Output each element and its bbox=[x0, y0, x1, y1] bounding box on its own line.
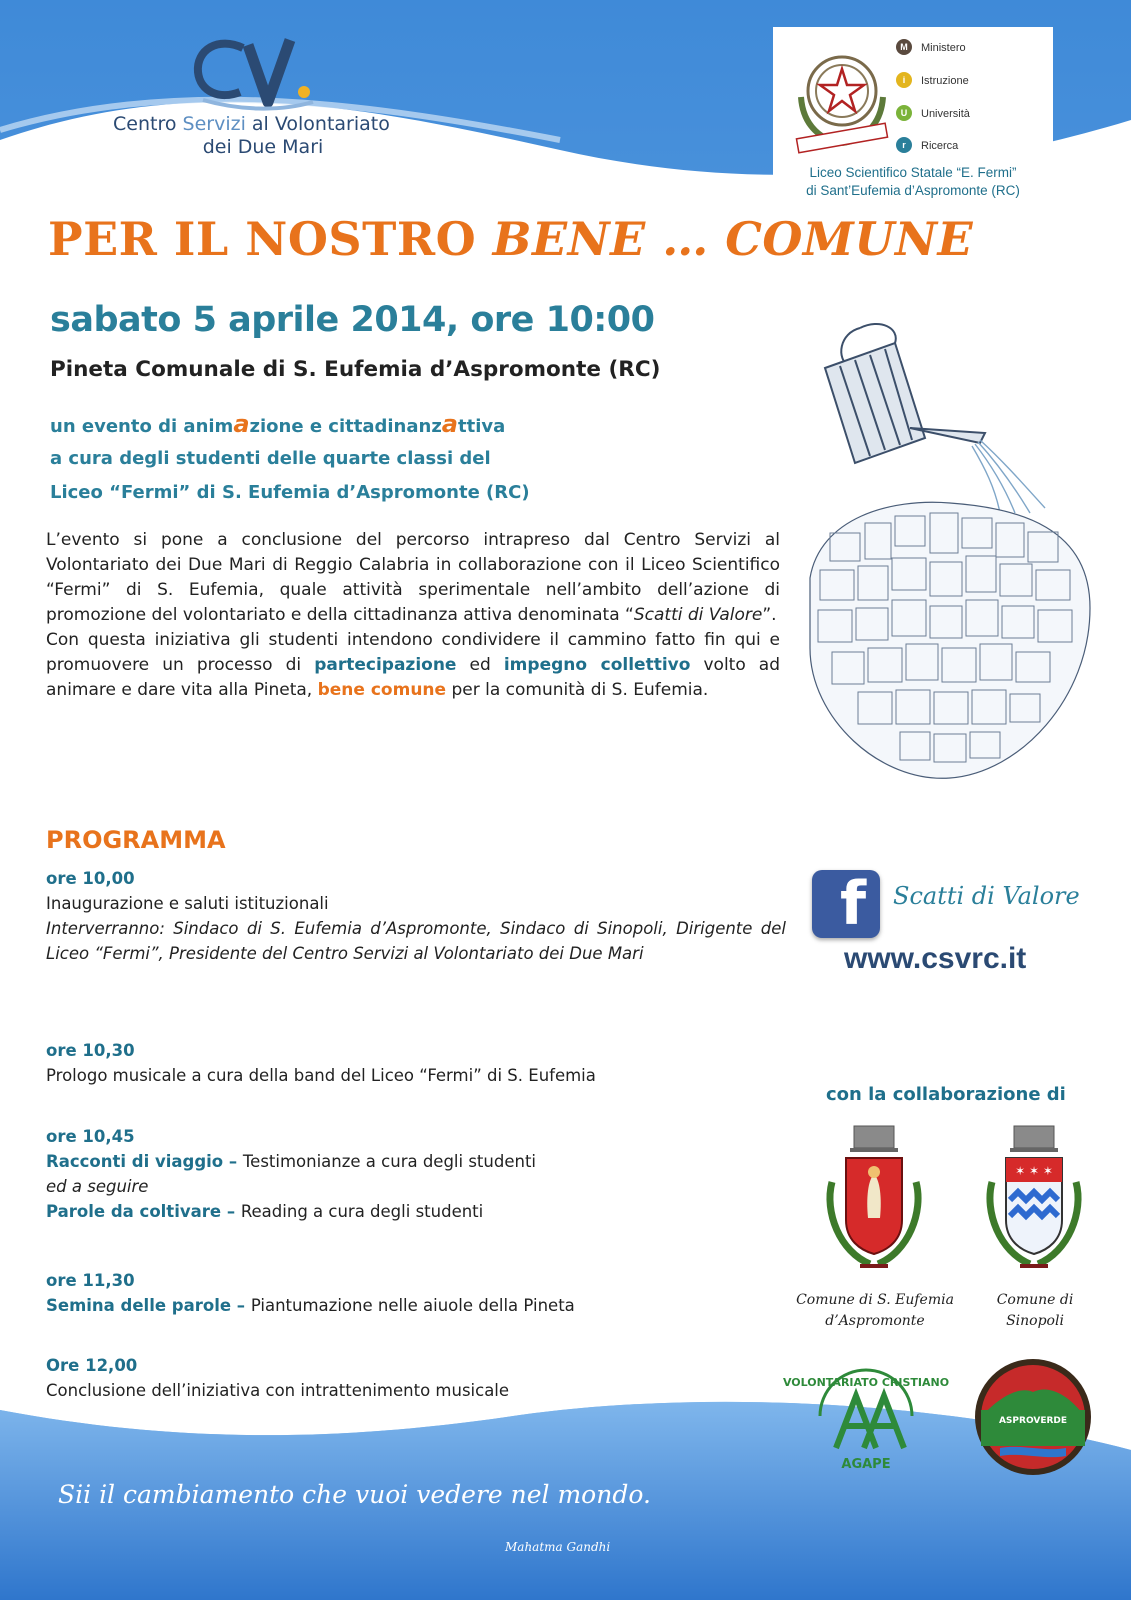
watering-can-city-illustration bbox=[800, 318, 1100, 793]
ministry-letter-icon: r bbox=[896, 137, 912, 153]
subtitle-line1: un evento di animazione e cittadinanzattiva bbox=[50, 410, 506, 438]
asproverde-logo bbox=[970, 1356, 1096, 1478]
program-item: Ore 12,00 Conclusione dell’iniziativa con intrattenimento musicale bbox=[46, 1353, 786, 1403]
description-paragraph: L’evento si pone a conclusione del percorso intrapreso dal Centro Servizi al Volontariato dei Due Mari di Reggio Calabria in collaborazione con il Liceo Scientifico “Fermi” di S. Eufemia, quale attività sperimentale nell’ambito dell’azione di promozione del volontariato e della cittadinanza attiva denominata “Scatti di Valore”. bbox=[46, 530, 780, 625]
program-time: ore 11,30 bbox=[46, 1271, 135, 1290]
program-time: ore 10,00 bbox=[46, 869, 135, 888]
quote-author: Mahatma Gandhi bbox=[505, 1540, 611, 1554]
ministry-item: M Ministero bbox=[921, 42, 966, 54]
collaboration-title: con la collaborazione di bbox=[826, 1084, 1066, 1105]
program-item: ore 10,45 Racconti di viaggio – Testimonianze a cura degli studenti ed a seguire Parole da coltivare – Reading a cura degli studenti bbox=[46, 1124, 786, 1224]
ministry-item: U Università bbox=[921, 108, 970, 120]
ministry-letter-icon: M bbox=[896, 39, 912, 55]
ministry-item: r Ricerca bbox=[921, 140, 958, 152]
subtitle-line2: a cura degli studenti delle quarte classi del bbox=[50, 448, 491, 469]
facebook-icon[interactable]: f bbox=[812, 870, 880, 938]
ministry-letter-icon: U bbox=[896, 105, 912, 121]
eufemia-crest-icon bbox=[810, 1122, 938, 1282]
footer-quote: Sii il cambiamento che vuoi vedere nel mondo. bbox=[58, 1480, 651, 1509]
website-link[interactable]: www.csvrc.it bbox=[844, 942, 1027, 975]
program-item: ore 11,30 Semina delle parole – Piantumazione nelle aiuole della Pineta bbox=[46, 1268, 786, 1318]
program-item: ore 10,00 Inaugurazione e saluti istituzionali Interverranno: Sindaco di S. Eufemia d’Aspromonte, Sindaco di Sinopoli, Dirigente del Liceo “Fermi”, Presidente del Centro Servizi al Volontariato dei Due Mari bbox=[46, 866, 786, 966]
program-time: ore 10,30 bbox=[46, 1041, 135, 1060]
program-title: PROGRAMMA bbox=[46, 826, 226, 854]
sinopoli-crest-icon bbox=[970, 1122, 1098, 1282]
subtitle-line3: Liceo “Fermi” di S. Eufemia d’Aspromonte (RC) bbox=[50, 482, 530, 503]
poster-title: PER IL NOSTRO BENE … COMUNE bbox=[48, 212, 974, 266]
agape-arc-text: VOLONTARIATO CRISTIANO bbox=[782, 1376, 950, 1389]
csv-name-line1: Centro Servizi al Volontariato bbox=[113, 113, 390, 135]
event-description bbox=[46, 528, 780, 703]
description-paragraph: Con questa iniziativa gli studenti intendono condividere il cammino fatto fin qui e promuovere un processo di partecipazione ed impegno collettivo volto ad animare e dare vita alla Pineta, bene comune per la comunità di S. Eufemia. bbox=[46, 630, 781, 700]
agape-name: AGAPE bbox=[841, 1457, 891, 1472]
program-time: ore 10,45 bbox=[46, 1127, 135, 1146]
ministry-item: i Istruzione bbox=[921, 75, 969, 87]
ministry-letter-icon: i bbox=[896, 72, 912, 88]
program-time: Ore 12,00 bbox=[46, 1356, 138, 1375]
svg-text:✶ ✶ ✶: ✶ ✶ ✶ bbox=[1015, 1164, 1053, 1178]
ministry-school-box bbox=[773, 27, 1053, 201]
italian-republic-emblem bbox=[783, 37, 901, 155]
asproverde-name: ASPROVERDE bbox=[998, 1416, 1068, 1426]
csv-name-line2: dei Due Mari bbox=[202, 136, 324, 158]
crest-caption: Comune di Sinopoli bbox=[996, 1292, 1074, 1329]
agape-logo bbox=[782, 1356, 950, 1474]
school-name-line1: Liceo Scientifico Statale “E. Fermi” bbox=[809, 165, 1017, 180]
program-item: ore 10,30 Prologo musicale a cura della band del Liceo “Fermi” di S. Eufemia bbox=[46, 1038, 786, 1088]
crest-caption: Comune di S. Eufemia d’Aspromonte bbox=[796, 1292, 954, 1329]
facebook-page-label[interactable]: Scatti di Valore bbox=[893, 882, 1080, 910]
event-date: sabato 5 aprile 2014, ore 10:00 bbox=[50, 300, 655, 340]
event-place: Pineta Comunale di S. Eufemia d’Aspromonte (RC) bbox=[50, 357, 661, 382]
school-name-line2: di Sant’Eufemia d’Aspromonte (RC) bbox=[806, 183, 1020, 198]
